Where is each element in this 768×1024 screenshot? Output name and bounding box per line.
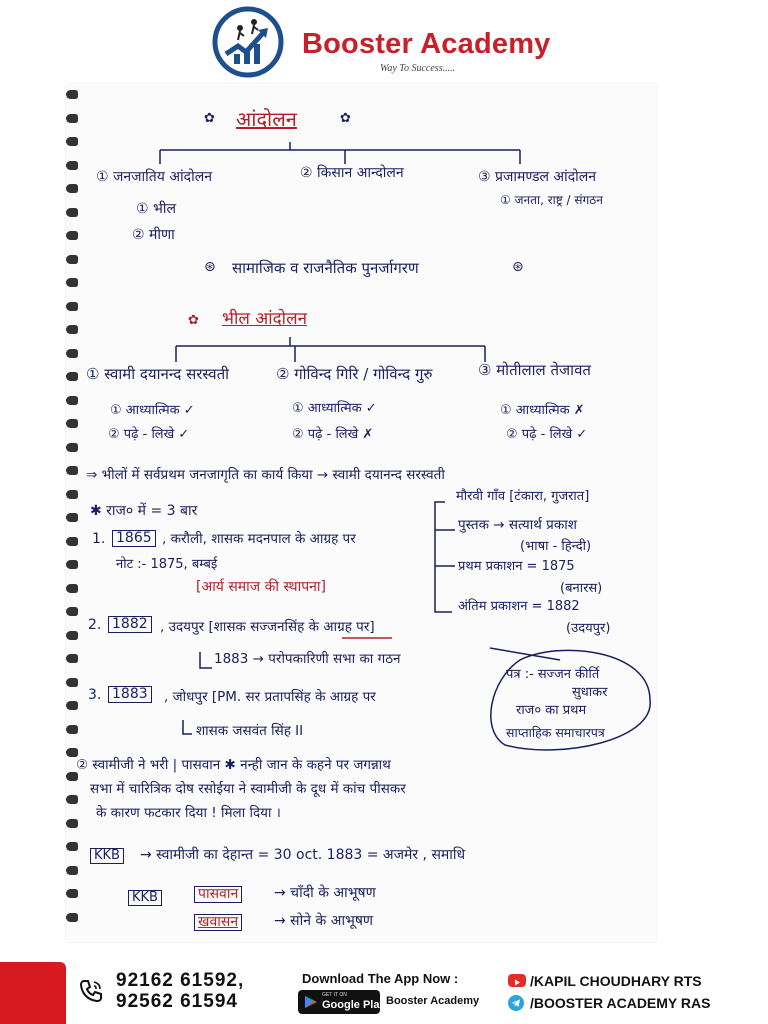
leader1-point1: ① आध्यात्मिक ✓ — [110, 403, 195, 418]
spiral-ring — [66, 725, 78, 734]
paswan-definition: → चाँदी के आभूषण — [274, 885, 376, 901]
awakening-line: ⇒ भीलों में सर्वप्रथम जनजागृति का कार्य किया → स्वामी दयानन्द सरस्वती — [86, 467, 445, 483]
youtube-icon — [508, 974, 526, 987]
leader3-point2: ② पढ़े - लिखे ✓ — [506, 427, 588, 442]
renaissance-mark-right: ⊛ — [512, 259, 524, 275]
spiral-ring — [66, 325, 78, 334]
spiral-ring — [66, 701, 78, 710]
telegram-icon — [508, 995, 524, 1011]
notes-title: आंदोलन — [236, 107, 297, 131]
spiral-ring — [66, 443, 78, 452]
download-app-label: Download The App Now : — [302, 971, 459, 986]
leader-dayanand: ① स्वामी दयानन्द सरस्वती — [86, 365, 230, 383]
visit1-note: नोट :- 1875, बम्बई — [116, 557, 218, 572]
spiral-ring — [66, 560, 78, 569]
spiral-ring — [66, 537, 78, 546]
birthplace: मौरवी गाँव [टंकारा, गुजरात] — [456, 489, 590, 504]
visit3-number: 3. — [88, 687, 102, 703]
tribal-sub-bhil: ① भील — [136, 201, 176, 217]
leader2-point1: ① आध्यात्मिक ✓ — [292, 401, 377, 416]
branch-tribal: ① जनजातिय आंदोलन — [96, 169, 212, 185]
last-publication-place: (उदयपुर) — [566, 621, 611, 636]
spiral-ring — [66, 396, 78, 405]
visit1-text: , करौली, शासक मदनपाल के आग्रह पर — [162, 531, 356, 547]
branch-farmer: ② किसान आन्दोलन — [300, 165, 404, 181]
swami-line1: ② स्वामीजी ने भरी | पासवान ✱ नन्ही जान के कहने पर जगन्नाथ — [76, 757, 391, 773]
visit3-sub: शासक जसवंत सिंह II — [196, 723, 304, 739]
visit3-text: , जोधपुर [PM. सर प्रतापसिंह के आग्रह पर — [164, 689, 376, 705]
brand-header — [212, 6, 552, 76]
spiral-ring — [66, 231, 78, 240]
bhil-decoration: ✿ — [188, 313, 199, 328]
spiral-ring — [66, 278, 78, 287]
spiral-ring — [66, 137, 78, 146]
visit2-number: 2. — [88, 617, 102, 633]
title-decoration-right: ✿ — [340, 111, 351, 126]
khawas-term: खवासन — [194, 914, 242, 931]
spiral-ring — [66, 302, 78, 311]
renaissance-heading: सामाजिक व राजनैतिक पुनर्जागरण — [232, 259, 419, 277]
leader-govind-giri: ② गोविन्द गिरि / गोविन्द गुरु — [276, 365, 433, 383]
spiral-ring — [66, 208, 78, 217]
patra-line2: सुधाकर — [572, 685, 608, 700]
visit3-year: 1883 — [108, 686, 152, 703]
spiral-ring — [66, 631, 78, 640]
patra-line4: साप्ताहिक समाचारपत्र — [506, 725, 605, 740]
renaissance-mark-left: ⊛ — [204, 259, 216, 275]
spiral-ring — [66, 607, 78, 616]
google-play-small-text: GET IT ON — [322, 992, 347, 998]
spiral-ring — [66, 255, 78, 264]
spiral-ring — [66, 466, 78, 475]
spiral-ring — [66, 889, 78, 898]
brand-tagline: Way To Success..... — [380, 63, 456, 74]
spiral-ring — [66, 678, 78, 687]
paswan-term: पासवान — [194, 886, 242, 903]
visit2-sub: 1883 → परोपकारिणी सभा का गठन — [214, 651, 401, 667]
spiral-ring — [66, 795, 78, 804]
spiral-ring — [66, 372, 78, 381]
phone-numbers[interactable] — [116, 970, 244, 1012]
spiral-ring — [66, 513, 78, 522]
leader3-point1: ① आध्यात्मिक ✗ — [500, 403, 585, 418]
spiral-binding — [66, 90, 80, 940]
leader2-point2: ② पढ़े - लिखे ✗ — [292, 427, 374, 442]
kkb-label-2: KKB — [128, 890, 162, 906]
google-play-text: Google Play — [322, 999, 386, 1011]
death-line: → स्वामीजी का देहान्त = 30 oct. 1883 = अजमेर , समाधि — [140, 847, 466, 863]
first-publication: प्रथम प्रकाशन = 1875 — [458, 559, 575, 574]
spiral-ring — [66, 490, 78, 499]
spiral-ring — [66, 349, 78, 358]
booster-academy-logo-icon — [212, 6, 284, 78]
footer-red-block — [0, 962, 66, 1024]
khawas-definition: → सोने के आभूषण — [274, 913, 374, 929]
tribal-sub-meena: ② मीणा — [132, 227, 175, 243]
youtube-channel[interactable]: /KAPIL CHOUDHARY RTS — [530, 973, 702, 989]
kkb-label: KKB — [90, 848, 124, 864]
spiral-ring — [66, 90, 78, 99]
patra-line3: राज० का प्रथम — [516, 703, 587, 718]
visit2-year: 1882 — [108, 616, 152, 633]
last-publication: अंतिम प्रकाशन = 1882 — [458, 599, 580, 614]
swami-line3: के कारण फटकार दिया ! मिला दिया । — [96, 805, 281, 821]
rajasthan-visits: ✱ राज० में = 3 बार — [90, 503, 198, 519]
leader-motilal: ③ मोतीलाल तेजावत — [478, 361, 591, 379]
bhil-andolan-heading: भील आंदोलन — [222, 309, 308, 329]
brand-name: Booster Academy — [302, 28, 551, 60]
telegram-channel[interactable]: /BOOSTER ACADEMY RAS — [530, 995, 711, 1011]
spiral-ring — [66, 419, 78, 428]
prajamandal-sub: ① जनता, राष्ट्र / संगठन — [500, 193, 603, 207]
spiral-ring — [66, 184, 78, 193]
spiral-ring — [66, 654, 78, 663]
phone-icon — [78, 978, 104, 1004]
google-play-badge[interactable] — [298, 990, 386, 1014]
app-name: Booster Academy — [386, 995, 480, 1007]
book: पुस्तक → सत्यार्थ प्रकाश — [458, 517, 577, 533]
title-decoration-left: ✿ — [204, 111, 215, 126]
spiral-ring — [66, 913, 78, 922]
arya-samaj: [आर्य समाज की स्थापना] — [196, 579, 327, 595]
leader1-point2: ② पढ़े - लिखे ✓ — [108, 427, 190, 442]
spiral-ring — [66, 114, 78, 123]
spiral-ring — [66, 866, 78, 875]
spiral-ring — [66, 819, 78, 828]
phone-number-1[interactable]: 92162 61592, — [116, 970, 245, 991]
patra-line1: पत्र :- सज्जन कीर्ति — [506, 667, 600, 682]
visit2-text: , उदयपुर [शासक सज्जनसिंह के आग्रह पर] — [160, 619, 375, 635]
spiral-ring — [66, 161, 78, 170]
swami-line2: सभा में चारित्रिक दोष रसोईया ने स्वामीजी के दूध में कांच पीसकर — [90, 781, 406, 797]
first-publication-place: (बनारस) — [560, 581, 603, 596]
google-play-icon — [304, 995, 318, 1009]
branch-prajamandal: ③ प्रजामण्डल आंदोलन — [478, 169, 597, 185]
spiral-ring — [66, 748, 78, 757]
book-language: (भाषा - हिन्दी) — [520, 539, 592, 554]
phone-number-2[interactable]: 92562 61594 — [116, 991, 238, 1012]
visit1-number: 1. — [92, 531, 106, 547]
spiral-ring — [66, 842, 78, 851]
visit1-year: 1865 — [112, 530, 156, 547]
spiral-ring — [66, 584, 78, 593]
